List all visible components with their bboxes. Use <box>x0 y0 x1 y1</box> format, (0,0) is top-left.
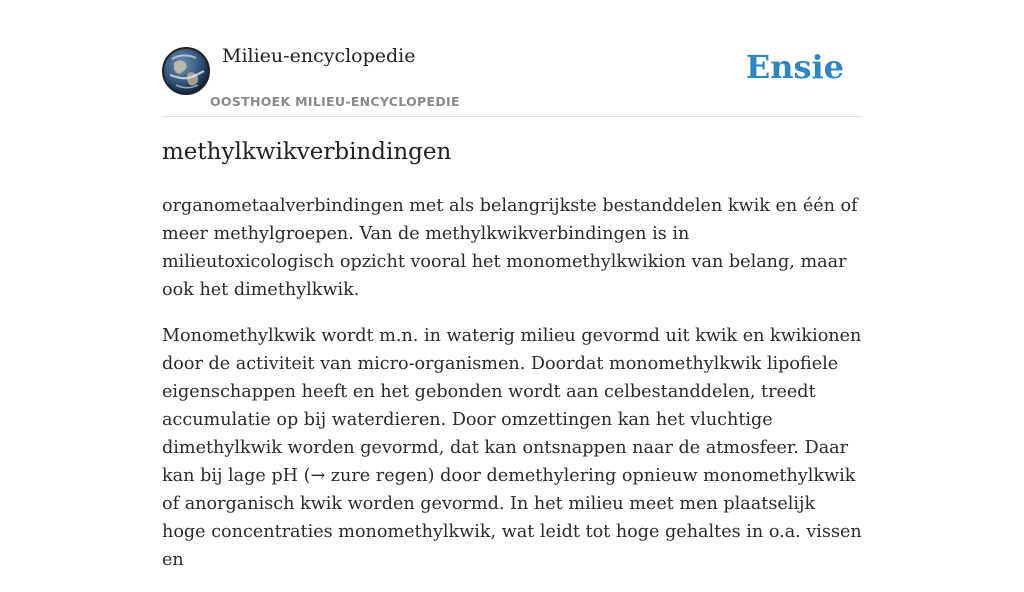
page-title: methylkwikverbindingen <box>162 139 452 165</box>
earth-globe-icon[interactable] <box>162 47 210 95</box>
article-paragraph: Monomethylkwik wordt m.n. in waterig milieu gevormd uit kwik en kwikionen door de activiteit van micro-organismen. Doordat monomethylkwik lipofiele eigenschappen heeft en het gebonden wordt aan celbestanddelen, treedt accumulatie op bij waterdieren. Door omzettingen kan het vluchtige dimethylkwik worden gevormd, dat kan ontsnappen naar de atmosfeer. Daar kan bij lage pH (→ zure regen) door demethylering opnieuw monomethylkwik of anorganisch kwik worden gevormd. In het milieu meet men plaatselijk hoge concentraties monomethylkwik, wat leidt tot hoge gehaltes in o.a. vissen en <box>162 326 862 570</box>
site-header <box>162 40 862 117</box>
site-subtitle-link[interactable]: OOSTHOEK MILIEU-ENCYCLOPEDIE <box>210 94 460 109</box>
article-paragraph: organometaalverbindingen met als belangrijkste bestanddelen kwik en één of meer methylgroepen. Van de methylkwikverbindingen is in milieutoxicologisch opzicht vooral het monomethylkwikion van belang, maar ook het dimethylkwik. <box>162 196 858 300</box>
site-name-link[interactable]: Milieu-encyclopedie <box>222 45 416 67</box>
article-body <box>162 192 862 592</box>
ensie-brand-logo[interactable]: Ensie <box>745 48 844 86</box>
